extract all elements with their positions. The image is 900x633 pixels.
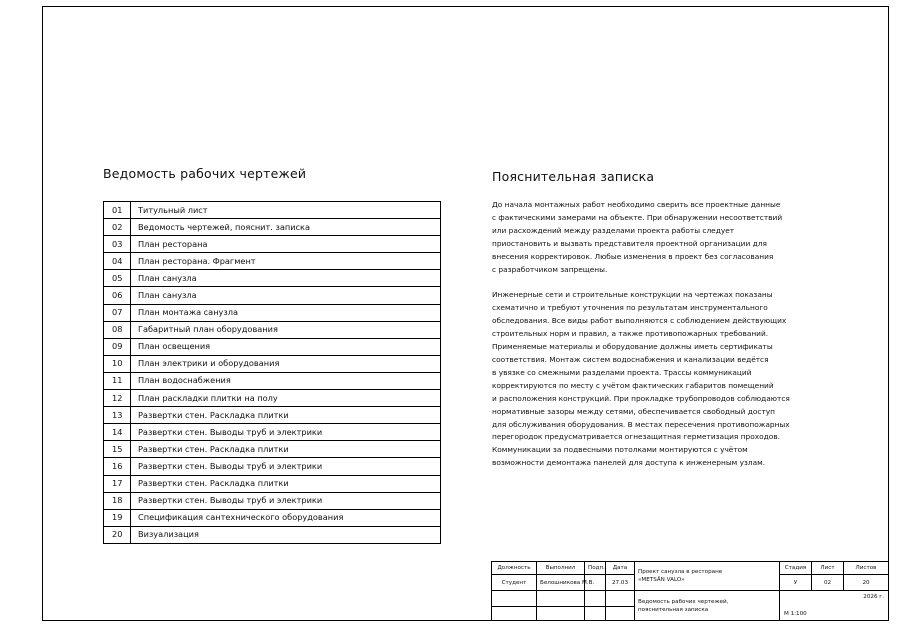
sheet-name: Габаритный план оборудования bbox=[131, 321, 441, 338]
stamp-year: 2026 г. bbox=[863, 594, 884, 601]
sheet-number: 20 bbox=[104, 526, 131, 543]
stamp-header-sheet: Лист bbox=[812, 562, 844, 575]
sheet-name: План электрики и оборудования bbox=[131, 355, 441, 372]
stamp-date: 27.03 bbox=[606, 575, 635, 591]
sheet-row bbox=[104, 270, 441, 287]
sheet-name: Развертки стен. Раскладка плитки bbox=[131, 441, 441, 458]
stamp-cell-empty bbox=[606, 591, 635, 606]
sheet-number: 13 bbox=[104, 407, 131, 424]
stamp-scale: М 1:100 bbox=[784, 611, 807, 618]
stamp-header-sign: Подп. bbox=[585, 562, 606, 575]
explanatory-note-title: Пояснительная записка bbox=[492, 169, 655, 184]
stamp-cell-empty bbox=[606, 606, 635, 620]
sheet-name: Развертки стен. Выводы труб и электрики bbox=[131, 458, 441, 475]
sheet-name: План ресторана. Фрагмент bbox=[131, 253, 441, 270]
sheet-name: Развертки стен. Выводы труб и электрики bbox=[131, 424, 441, 441]
sheet-number: 17 bbox=[104, 475, 131, 492]
stamp-header-stage: Стадия bbox=[780, 562, 812, 575]
stamp-header-sheets: Листов bbox=[844, 562, 889, 575]
sheet-number: 03 bbox=[104, 236, 131, 253]
sheet-name: План освещения bbox=[131, 338, 441, 355]
sheet-number: 12 bbox=[104, 390, 131, 407]
sheet-name: План ресторана bbox=[131, 236, 441, 253]
sheet-row bbox=[104, 236, 441, 253]
stamp-content-line-2: пояснительная записка bbox=[638, 606, 709, 613]
sheet-row bbox=[104, 287, 441, 304]
sheet-row bbox=[104, 321, 441, 338]
sheet-number: 19 bbox=[104, 509, 131, 526]
sheet-name: Развертки стен. Выводы труб и электрики bbox=[131, 492, 441, 509]
sheet-name: План монтажа санузла bbox=[131, 304, 441, 321]
sheet-row bbox=[104, 304, 441, 321]
sheet-row bbox=[104, 526, 441, 543]
sheet-number: 18 bbox=[104, 492, 131, 509]
note-paragraph-1: До начала монтажных работ необходимо сверить все проектные данные с фактическими замерами на объекте. При обнаружении несоответствий или расхождений между разделами проекта работы следует приостановить и вызвать представителя проектной организации для внесения корректировок. Любые изменения в проект без согласования с разработчиком запрещены. bbox=[492, 200, 783, 274]
title-block bbox=[491, 561, 889, 621]
sheet-name: План санузла bbox=[131, 270, 441, 287]
stamp-cell-empty bbox=[537, 591, 585, 606]
sheet-name: План водоснабжения bbox=[131, 372, 441, 389]
sheet-row bbox=[104, 475, 441, 492]
sheet-name: Развертки стен. Раскладка плитки bbox=[131, 407, 441, 424]
stamp-cell-empty bbox=[492, 606, 537, 620]
sheet-row bbox=[104, 338, 441, 355]
sheet-number: 11 bbox=[104, 372, 131, 389]
stamp-content-line-1: Ведомость рабочих чертежей, bbox=[638, 598, 729, 605]
sheet-number: 09 bbox=[104, 338, 131, 355]
sheet-name: План раскладки плитки на полу bbox=[131, 390, 441, 407]
sheet-row bbox=[104, 458, 441, 475]
stamp-header-position: Должность bbox=[492, 562, 537, 575]
sheet-number: 08 bbox=[104, 321, 131, 338]
sheet-row bbox=[104, 202, 441, 219]
stamp-sheets: 20 bbox=[844, 575, 889, 591]
stamp-cell-empty bbox=[585, 591, 606, 606]
stamp-project-line-1: Проект санузла в ресторане bbox=[638, 569, 723, 576]
stamp-org-cell bbox=[780, 591, 889, 621]
sheet-row bbox=[104, 424, 441, 441]
sheet-number: 07 bbox=[104, 304, 131, 321]
stamp-project-line-2: «METSÄN VALO» bbox=[638, 577, 685, 584]
sheet-number: 05 bbox=[104, 270, 131, 287]
stamp-header-date: Дата bbox=[606, 562, 635, 575]
sheet-row bbox=[104, 253, 441, 270]
stamp-cell-empty bbox=[537, 606, 585, 620]
sheet-number: 02 bbox=[104, 219, 131, 236]
sheet-name: Спецификация сантехнического оборудования bbox=[131, 509, 441, 526]
stamp-author: Белошникова М.В. bbox=[537, 575, 585, 591]
sheet-row bbox=[104, 492, 441, 509]
sheet-list-title: Ведомость рабочих чертежей bbox=[103, 166, 307, 181]
sheet-row bbox=[104, 355, 441, 372]
stamp-content-name bbox=[635, 591, 780, 621]
sheet-row bbox=[104, 407, 441, 424]
sheet-row bbox=[104, 390, 441, 407]
note-paragraph-2: Инженерные сети и строительные конструкции на чертежах показаны схематично и требуют уточнения по результатам инструментального обследования. Все виды работ выполняются с соблюдением действующих строительных норм и правил, а также противопожарных требований. Применяемые материалы и оборудование должны иметь сертификаты соответствия. Монтаж систем водоснабжения и канализации ведётся в увязке со смежными разделами проекта. Трассы коммуникаций корректируются по месту с учётом фактических габаритов помещений и расположения конструкций. При прокладке трубопроводов соблюдаются нормативные зазоры между сетями, обеспечивается свободный доступ для обслуживания оборудования. В местах пересечения противопожарных перегородок предусматривается огнезащитная герметизация проходов. Коммуникации за подвесными потолками монтируются с учётом возможности демонтажа панелей для доступа к инженерным узлам. bbox=[492, 290, 790, 468]
sheet-number: 16 bbox=[104, 458, 131, 475]
sheet-row bbox=[104, 509, 441, 526]
sheet-number: 01 bbox=[104, 202, 131, 219]
sheet-number: 06 bbox=[104, 287, 131, 304]
stamp-project-name bbox=[635, 562, 780, 591]
explanatory-note bbox=[492, 199, 792, 483]
sheet-name: Развертки стен. Раскладка плитки bbox=[131, 475, 441, 492]
sheet-name: План санузла bbox=[131, 287, 441, 304]
stamp-stage: У bbox=[780, 575, 812, 591]
sheet-row bbox=[104, 441, 441, 458]
sheet-number: 15 bbox=[104, 441, 131, 458]
sheet-name: Титульный лист bbox=[131, 202, 441, 219]
sheet-number: 04 bbox=[104, 253, 131, 270]
stamp-cell-empty bbox=[585, 606, 606, 620]
stamp-position: Студент bbox=[492, 575, 537, 591]
stamp-sheet: 02 bbox=[812, 575, 844, 591]
sheet-name: Ведомость чертежей, пояснит. записка bbox=[131, 219, 441, 236]
stamp-cell-empty bbox=[492, 591, 537, 606]
sheet-row bbox=[104, 372, 441, 389]
stamp-header-done: Выполнил bbox=[537, 562, 585, 575]
drawing-list-table bbox=[103, 201, 441, 544]
sheet-row bbox=[104, 219, 441, 236]
sheet-number: 10 bbox=[104, 355, 131, 372]
sheet-name: Визуализация bbox=[131, 526, 441, 543]
sheet-number: 14 bbox=[104, 424, 131, 441]
